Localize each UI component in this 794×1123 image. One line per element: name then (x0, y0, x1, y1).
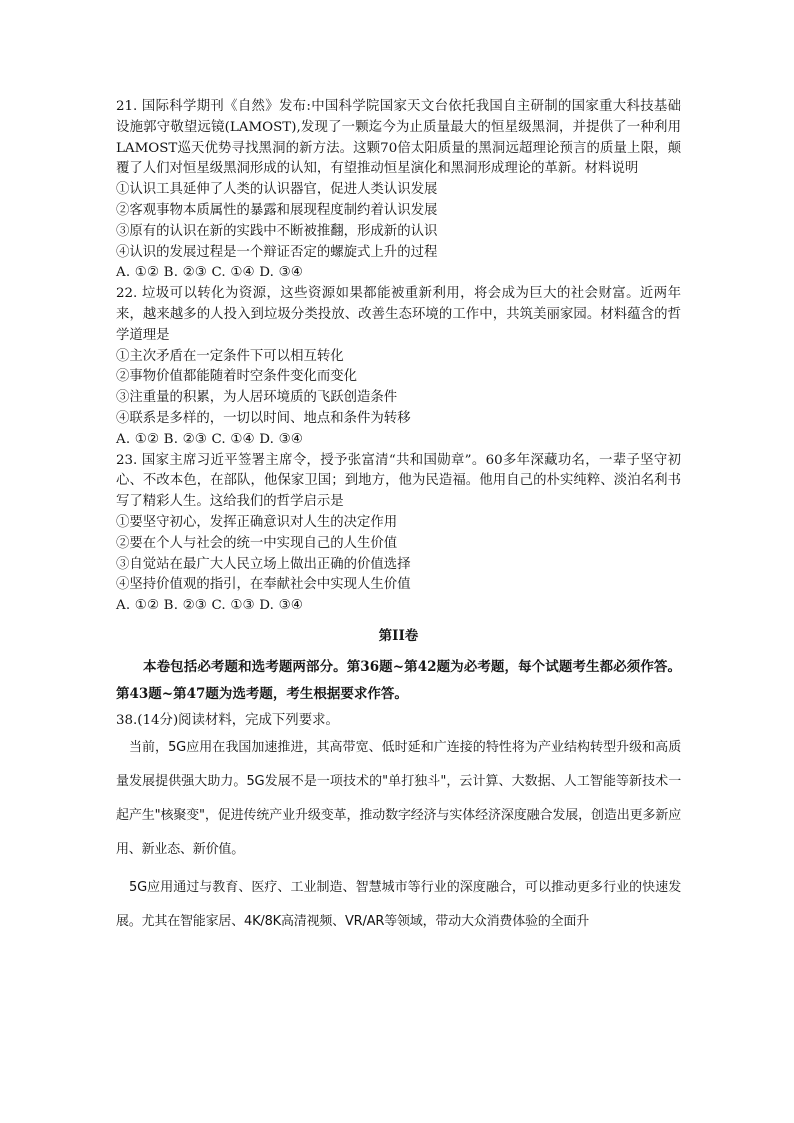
section-2-instructions: 本卷包括必考题和选考题两部分。第36题~第42题为必考题，每个试题考生都必须作答。第43题~第47题为选考题，考生根据要求作答。 (116, 658, 681, 702)
question-38-heading: 38.(14分)阅读材料，完成下列要求。 (116, 712, 339, 728)
question-21-answer-choices: A. ①② B. ②③ C. ①④ D. ③④ (116, 265, 303, 281)
question-22-stem: 22. 垃圾可以转化为资源，这些资源如果都能被重新利用，将会成为巨大的社会财富。近两年来，越来越多的人投入到垃圾分类投放、改善生态环境的工作中，共筑美丽家园。材料蕴含的哲学道理是 (116, 286, 681, 343)
question-23-stem: 23. 国家主席习近平签署主席令，授予张富清“共和国勋章”。60多年深藏功名，一辈子坚守初心、不改本色，在部队，他保家卫国；到地方，他为民造福。他用自己的朴实纯粹、淡泊名利书写了精彩人生。这给我们的哲学启示是 (116, 452, 681, 510)
question-22-option-4: ④联系是多样的，一切以时间、地点和条件为转移 (116, 410, 411, 426)
question-23 (116, 451, 681, 617)
question-22-answer-choices: A. ①② B. ②③ C. ①④ D. ③④ (116, 431, 303, 447)
question-38-material-paragraph-1: 当前，5G应用在我国加速推进，其高带宽、低时延和广连接的特性将为产业结构转型升级和高质量发展提供强大助力。5G发展不是一项技术的"单打独斗"，云计算、大数据、人工智能等新技术一起产生"核聚变"，促进传统产业升级变革，推动数字经济与实体经济深度融合发展，创造出更多新应用、新业态、新价值。 (116, 739, 681, 857)
question-22 (116, 284, 681, 450)
question-21-option-1: ①认识工具延伸了人类的认识器官，促进人类认识发展 (116, 182, 438, 198)
question-38-material-paragraph-2: 5G应用通过与教育、医疗、工业制造、智慧城市等行业的深度融合，可以推动更多行业的快速发展。尤其在智能家居、4K/8K高清视频、VR/AR等领域，带动大众消费体验的全面升 (116, 879, 681, 929)
question-22-option-1: ①主次矛盾在一定条件下可以相互转化 (116, 348, 344, 364)
question-21-stem: 21. 国际科学期刊《自然》发布:中国科学院国家天文台依托我国自主研制的国家重大科技基础设施郭守敬望远镜(LAMOST),发现了一颗迄今为止质量最大的恒星级黑洞，并提供了一种利用LAMOST巡天优势寻找黑洞的新方法。这颗70倍太阳质量的黑洞远超理论预言的质量上限，颠覆了人们对恒星级黑洞形成的认知，有望推动恒星演化和黑洞形成理论的革新。材料说明 (116, 99, 681, 177)
question-21 (116, 97, 681, 284)
question-23-option-4: ④坚持价值观的指引，在奉献社会中实现人生价值 (116, 577, 411, 593)
question-22-option-3: ③注重量的积累，为人居环境质的飞跃创造条件 (116, 390, 398, 406)
question-21-option-4: ④认识的发展过程是一个辩证否定的螺旋式上升的过程 (116, 244, 438, 260)
exam-content (116, 97, 681, 939)
question-21-option-2: ②客观事物本质属性的暴露和展现程度制约着认识发展 (116, 202, 438, 218)
question-23-option-2: ②要在个人与社会的统一中实现自己的人生价值 (116, 535, 398, 551)
section-2-title: 第II卷 (378, 627, 419, 644)
question-23-option-1: ①要坚守初心，发挥正确意识对人生的决定作用 (116, 514, 398, 530)
question-23-option-3: ③自觉站在最广大人民立场上做出正确的价值选择 (116, 556, 411, 572)
question-22-option-2: ②事物价值都能随着时空条件变化而变化 (116, 369, 358, 385)
question-23-answer-choices: A. ①② B. ②③ C. ①③ D. ③④ (116, 598, 303, 614)
question-21-option-3: ③原有的认识在新的实践中不断被推翻，形成新的认识 (116, 223, 438, 239)
